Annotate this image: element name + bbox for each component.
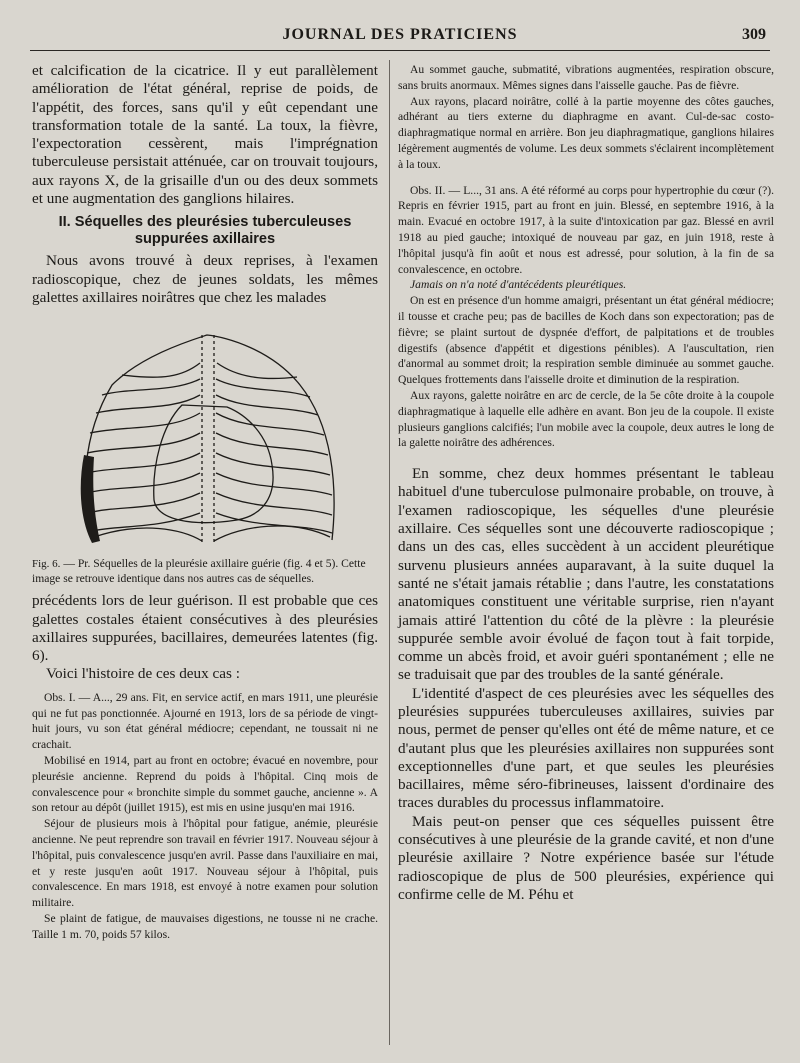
figure-caption-text: — Pr. Séquelles de la pleurésie axillaire guérie (fig. 4 et 5). Cette image se retrouve identique dans nos autres cas de séquelles. [32,557,366,585]
obs1-paragraph-1 [32,690,378,753]
obs1-paragraph-4: Se plaint de fatigue, de mauvaises digestions, ne tousse ni ne crache. Taille 1 m. 70, poids 57 kilos. [32,911,378,941]
obs2-paragraph-2: On est en présence d'un homme amaigri, présentant un état général médiocre; il tousse et crache peu; pas de bacilles de Koch dans son expectoration; pas de fièvre; se plaint surtout de dyspnée d'effort, de palpitations et de troubles digestifs (absence d'appétit et digestions pénibles). A l'auscultation, rien d'anormal au sommet droit; la respiration semble diminuée au sommet gauche. Quelques frottements dans l'aisselle droite et diminution de la respiration. [398,294,774,387]
running-header [30,26,770,51]
paragraph-1: Nous avons trouvé à deux reprises, à l'examen radioscopique, chez de jeunes soldats, les mêmes galettes axillaires noirâtres que chez les malades [32,252,378,306]
right-body-3: Mais peut-on penser que ces séquelles puissent être consécutives à une pleurésie de la grande cavité, et non d'une pleurésie axillaire ? Notre expérience basée sur l'étude radioscopique de plus de 500 pleurésies, expérience qui confirme celle de M. Péhu et [398,812,774,903]
figure-caption [32,557,378,586]
figure-label: Fig. 6. [32,558,61,571]
obs1-text-1: Fit, en service actif, en mars 1911, une pleurésie qui ne fut pas ponctionnée. Ajourné en 1913, lors de sa période de vingt-huit jours, vu son état général médiocre; cependant, ne toussait ni ne crachait. [32,690,378,752]
obs2-italic-note: Jamais on n'a noté d'antécédents pleurétiques. [410,278,627,292]
journal-title: JOURNAL DES PRATICIENS [282,26,518,43]
right-paragraph-2: Aux rayons, placard noirâtre, collé à la partie moyenne des côtes gauches, adhérant au tiers externe du diaphragme en avant. Cul-de-sac costo-diaphragmatique normal en arrière. Bon jeu diaphragmatique, ganglions hilaires légèrement augmentés de volume. Les deux sommets s'éclairent incomplètement à la toux. [398,94,774,171]
obs2-label: Obs. II. — L..., 31 ans. [410,183,519,197]
obs1-paragraph-3: Séjour de plusieurs mois à l'hôpital pour fatigue, anémie, pleurésie ancienne. Ne peut reprendre son travail en février 1917. Nouveau séjour à l'hôpital, puis convalescence jusqu'en avril. Passe dans l'auxiliaire en mai, et y reste jusqu'en août 1917. Nouveau séjour à l'hôpital, puis convalescence. En mars 1918, est envoyé à notre examen pour solution militaire. [32,817,378,910]
obs1-paragraph-2: Mobilisé en 1914, part au front en octobre; évacué en novembre, pour pleurésie ancienne. Reprend du poids à l'hôpital. Cinq mois de convalescence pour « bronchite simple du sommet gauche, ancienne ». A son retour au dépôt (juillet 1915), est mis en usine jusqu'en mai 1916. [32,753,378,815]
chest-radiograph-drawing [32,315,378,555]
obs2-text-1: A été réformé au corps pour hypertrophie du cœur (?). Repris en février 1915, part au front en juin. Blessé, en septembre 1916, à la main. Evacué en octobre 1917, à la suite d'intoxication par gaz. Blessé en avril 1918 au pied gauche; intoxiqué de nouveau par gaz, en juin 1918, reste à l'hôpital jusqu'à fin août et nous est adressé, pour solution, à la fin de sa convalescence, en octobre. [398,183,774,276]
right-body-1: En somme, chez deux hommes présentant le tableau habituel d'une tuberculose pulmonaire probable, on trouve, à l'examen radioscopique, les séquelles d'une pleurésie axillaire. Ces séquelles sont une découverte radioscopique ; dans un des cas, elles succèdent à un accident pleurétique survenu plusieurs années auparavant, à la suite duquel la santé ne s'était jamais rétablie ; dans l'autre, les constatations anatomiques constituent une véritable surprise, rien n'ayant jamais attiré l'attention du côté de la plèvre : la pleurésie suppurée semble avoir évolué de façon tout à fait torpide, comme un abcès froid, et avoir guéri spontanément ; elle ne se traduisait que par des troubles de la santé générale. [398,465,774,684]
right-paragraph-1: Au sommet gauche, submatité, vibrations augmentées, respiration obscure, sans bruits anormaux. Mêmes signes dans l'aisselle gauche. Pas de fièvre. [398,63,774,92]
obs2-paragraph-3: Aux rayons, galette noirâtre en arc de cercle, de la 5e côte droite à la coupole diaphragmatique à laquelle elle adhère en avant. Bon jeu de la coupole. Il existe plusieurs ganglions calcifiés; l'un mobile avec la coupole, deux autres le long de la galette noirâtre des adhérences. [398,388,774,450]
left-column [32,62,378,943]
pleural-galette [81,455,100,543]
paragraph-2: précédents lors de leur guérison. Il est probable que ces galettes costales étaient consécutives à des pleurésies axillaires suppurées, bacillaires, demeurées latentes (fig. 6). [32,592,378,665]
obs2-paragraph-1 [398,183,774,278]
right-column [398,62,774,904]
obs1-label: Obs. I. — A..., 29 ans. [44,690,149,704]
column-rule [389,60,390,1045]
page-number: 309 [742,26,766,43]
paragraph-3: Voici l'histoire de ces deux cas : [46,665,240,683]
right-body-2: L'identité d'aspect de ces pleurésies avec les séquelles des pleurésies suppurées tuberculeuses axillaires, suivies par nous, permet de penser qu'elles ont été de même nature, et ce d'autant plus que les pleurésies axillaires non suppurées sont exceptionnelles d'une part, et que seules les pleurésies bacillaires, même séro-fibrineuses, laissent d'ordinaire des traces durables du processus inflammatoire. [398,684,774,812]
figure-6 [32,315,378,555]
section-heading: II. Séquelles des pleurésies tuberculeuses suppurées axillaires [58,214,352,248]
intro-paragraph: et calcification de la cicatrice. Il y eut parallèlement amélioration de l'état général, reprise de poids, de l'appétit, des forces, sans qu'il y eût cependant une transformation totale de la santé. La toux, la fièvre, l'expectoration cessèrent, mais l'imprégnation tuberculeuse persistait atténuée, car on trouvait toujours, aux rayons X, de la grisaille d'un ou des deux sommets et une augmentation des ganglions hilaires. [32,62,378,208]
